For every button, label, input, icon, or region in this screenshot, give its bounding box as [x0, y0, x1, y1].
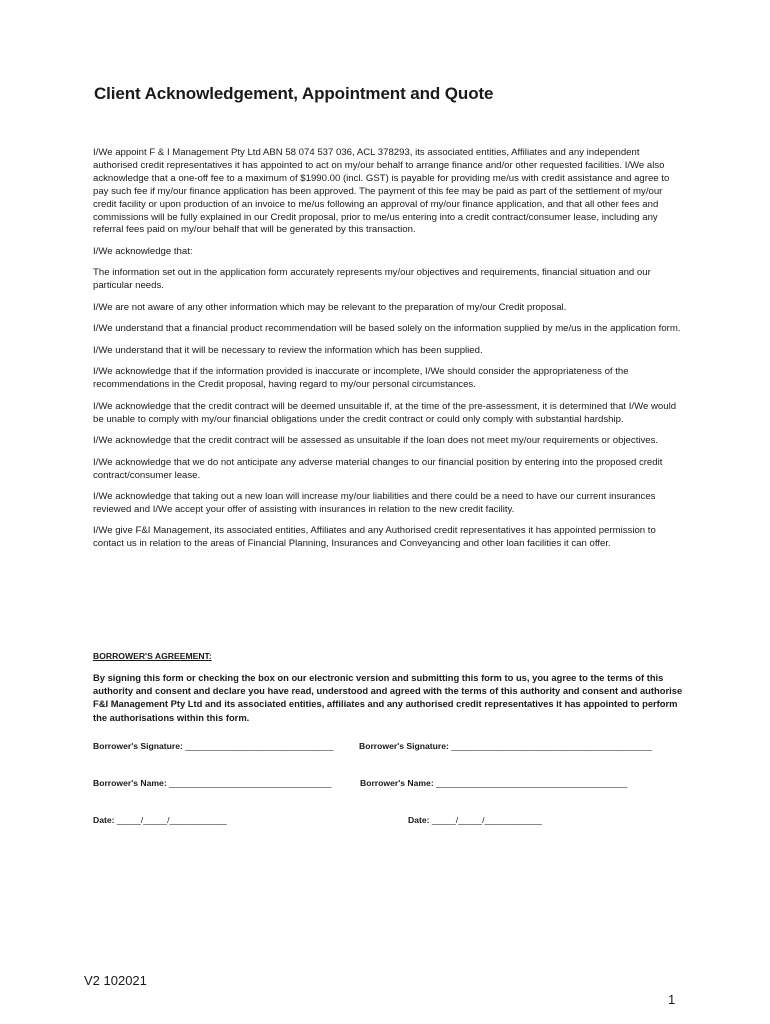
date-line[interactable]: _____/_____/____________ [431, 815, 542, 825]
signature-label: Borrower's Signature: [359, 741, 449, 751]
date-field-2[interactable] [408, 815, 542, 825]
name-label: Borrower's Name: [93, 778, 167, 788]
version-label: V2 102021 [84, 973, 147, 988]
signature-line[interactable]: __________________________________________ [451, 741, 653, 751]
date-field-1[interactable] [93, 815, 227, 825]
acknowledgement-item: I/We acknowledge that the credit contract will be deemed unsuitable if, at the time of the pre-assessment, it is determined that I/We would be unable to comply with my/our financial obligations under the credit contract or could only comply with substantial hardship. [93, 400, 677, 425]
name-label: Borrower's Name: [360, 778, 434, 788]
acknowledgement-item: I/We understand that it will be necessary to review the information which has been supplied. [93, 344, 483, 356]
acknowledgement-body [93, 147, 683, 560]
page-number: 1 [668, 992, 676, 1007]
document-title: Client Acknowledgement, Appointment and Quote [94, 84, 494, 103]
date-line[interactable]: _____/_____/____________ [116, 815, 227, 825]
acknowledgement-item: I/We acknowledge that the credit contract will be assessed as unsuitable if the loan does not meet my/our requirements or objectives. [93, 435, 659, 447]
date-label: Date: [408, 815, 430, 825]
borrowers-agreement-text: By signing this form or checking the box on our electronic version and submitting this form to us, you agree to the terms of this authority and consent and declare you have read, understood and agreed with the terms of this authority and consent and authorise F&I Management Pty Ltd and its associated entities, affiliates and any authorised credit representatives it has appointed to perform the authorisations within this form. [93, 672, 683, 723]
acknowledgement-item: I/We acknowledge that we do not anticipate any adverse material changes to our financial position by entering into the proposed credit contract/consumer lease. [93, 456, 663, 481]
acknowledgement-item: I/We give F&I Management, its associated entities, Affiliates and any Authorised credit representatives it has appointed permission to contact us in relation to the areas of Financial Planning, Insurances and Conveyancing and other loan facilities it can offer. [93, 525, 656, 550]
borrower-name-field-1[interactable] [93, 778, 332, 788]
signature-label: Borrower's Signature: [93, 741, 183, 751]
borrower-name-field-2[interactable] [360, 778, 627, 788]
acknowledgement-item: The information set out in the application form accurately represents my/our objectives and requirements, financial situation and our particular needs. [93, 267, 651, 292]
date-label: Date: [93, 815, 115, 825]
borrower-signature-field-1[interactable] [93, 741, 333, 751]
acknowledgement-item: I/We acknowledge that if the information provided is inaccurate or incomplete, I/We should consider the appropriateness of the recommendations in the Credit proposal, having regard to my/our personal circumstances. [93, 366, 629, 391]
acknowledgement-item: I/We are not aware of any other information which may be relevant to the preparation of my/our Credit proposal. [93, 301, 567, 313]
appointment-paragraph: I/We appoint F & I Management Pty Ltd ABN 58 074 537 036, ACL 378293, its associated entities, Affiliates and any independent authorised credit representatives it has appointed to act on my/our behalf to arrange finance and/or other requested facilities. I/We also acknowledge that a one-off fee to a maximum of $1990.00 (incl. GST) is payable for providing me/us with credit assistance and agree to pay such fee if my/our finance application has been approved. The payment of this fee may be paid as part of the settlement of my/our credit facility or upon production of an invoice to me/us following an approval of my/our finance application, and that all other fees and commissions will be fully explained in our Credit proposal, prior to me/us entering into a credit contract/consumer lease, including any referral fees paid on my/our behalf that will be generated by this transaction. [93, 147, 670, 236]
acknowledge-intro: I/We acknowledge that: [93, 245, 193, 257]
borrowers-agreement-heading: BORROWER'S AGREEMENT: [93, 651, 212, 661]
signature-line[interactable]: _______________________________ [185, 741, 334, 751]
acknowledgement-item: I/We acknowledge that taking out a new loan will increase my/our liabilities and there could be a need to have our current insurances reviewed and I/We accept your offer of assisting with insurances in relation to the new credit facility. [93, 491, 656, 515]
acknowledgement-item: I/We understand that a financial product recommendation will be based solely on the information supplied by me/us in the application form. [93, 323, 681, 335]
borrower-signature-field-2[interactable] [359, 741, 652, 751]
name-line[interactable]: __________________________________ [169, 778, 332, 788]
name-line[interactable]: ________________________________________ [436, 778, 628, 788]
